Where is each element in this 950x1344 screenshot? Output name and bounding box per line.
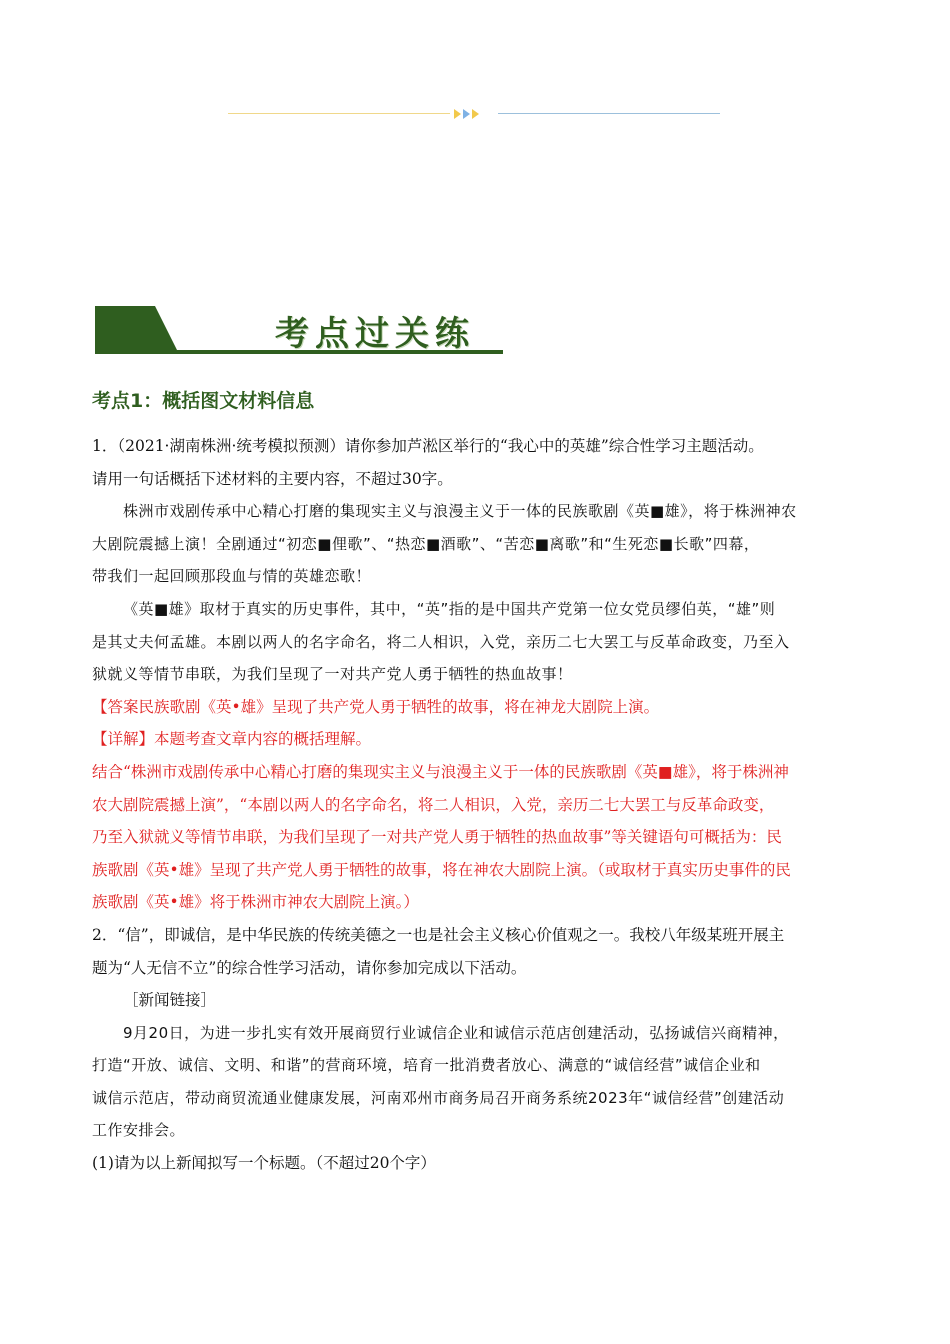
q1-material-line: 带我们一起回顾那段血与情的英雄恋歌！ xyxy=(92,567,372,586)
q1-detail-line: 族歌剧《英•雄》呈现了共产党人勇于牺牲的故事，将在神农大剧院上演。（或取材于真实历史事件的民 xyxy=(92,860,791,879)
q1-answer: 【答案民族歌剧《英•雄》呈现了共产党人勇于牺牲的故事，将在神龙大剧院上演。 xyxy=(92,697,660,716)
q1-detail-line: 农大剧院震撼上演”，“本剧以两人的名字命名，将二人相识，入党，亲历二七大罢工与反革命政变， xyxy=(92,795,775,814)
q2-news-line: 工作安排会。 xyxy=(92,1121,186,1140)
q1-material-line: 株洲市戏剧传承中心精心打磨的集现实主义与浪漫主义于一体的民族歌剧《英■雄》，将于株洲神农 xyxy=(123,502,797,521)
q1-line2: 请用一句话概括下述材料的主要内容，不超过30字。 xyxy=(92,469,453,488)
q2-news-line: 9月20日，为进一步扎实有效开展商贸行业诚信企业和诚信示范店创建活动，弘扬诚信兴商精神， xyxy=(123,1023,789,1042)
q1-detail-line: 结合“株洲市戏剧传承中心精心打磨的集现实主义与浪漫主义于一体的民族歌剧《英■雄》，将于株洲神 xyxy=(92,762,789,781)
q1-detail-line: 乃至入狱就义等情节串联，为我们呈现了一对共产党人勇于牺牲的热血故事”等关键语句可概括为：民 xyxy=(92,828,782,847)
q1-material-line: 《英■雄》取材于真实的历史事件，其中，“英”指的是中国共产党第一位女党员缪伯英，“雄”则 xyxy=(123,599,776,618)
q2-line1: 2．“信”，即诚信，是中华民族的传统美德之一也是社会主义核心价值观之一。我校八年级某班开展主 xyxy=(92,925,785,944)
q2-sub1: (1)请为以上新闻拟写一个标题。（不超过20个字） xyxy=(92,1154,436,1173)
header-line-left xyxy=(228,113,450,114)
q2-news-label: ［新闻链接］ xyxy=(123,991,217,1010)
document-body xyxy=(92,430,862,1180)
q1-detail-line: 族歌剧《英•雄》将于株洲市神农大剧院上演。） xyxy=(92,893,419,912)
q1-material-line: 是其丈夫何孟雄。本剧以两人的名字命名，将二人相识，入党，亲历二七大罢工与反革命政变，乃至入 xyxy=(92,632,790,651)
header-line-right xyxy=(498,113,720,114)
header-decoration xyxy=(0,104,950,124)
section-heading: 考点1：概括图文材料信息 xyxy=(92,390,315,412)
q1-material-line: 大剧院震撼上演！全剧通过“初恋■俚歌”、“热恋■酒歌”、“苦恋■离歌”和“生死恋■长歌”四幕， xyxy=(92,534,760,553)
q1-line1: 1．（2021·湖南株洲·统考模拟预测）请你参加芦淞区举行的“我心中的英雄”综合性学习主题活动。 xyxy=(92,437,764,455)
q2-line2: 题为“人无信不立”的综合性学习活动，请你参加完成以下活动。 xyxy=(92,958,527,977)
q2-news-line: 诚信示范店，带动商贸流通业健康发展，河南邓州市商务局召开商务系统2023年“诚信经营”创建活动 xyxy=(92,1088,785,1107)
section-banner xyxy=(95,300,505,358)
q1-material-line: 狱就义等情节串联，为我们呈现了一对共产党人勇于牺牲的热血故事！ xyxy=(92,665,573,684)
triple-arrow-icon xyxy=(454,108,484,120)
q1-detail-title: 【详解】本题考查文章内容的概括理解。 xyxy=(92,730,372,749)
q2-news-line: 打造“开放、诚信、文明、和谐”的营商环境，培育一批消费者放心、满意的“诚信经营”诚信企业和 xyxy=(92,1056,761,1075)
banner-title: 考点过关练 xyxy=(275,314,475,354)
